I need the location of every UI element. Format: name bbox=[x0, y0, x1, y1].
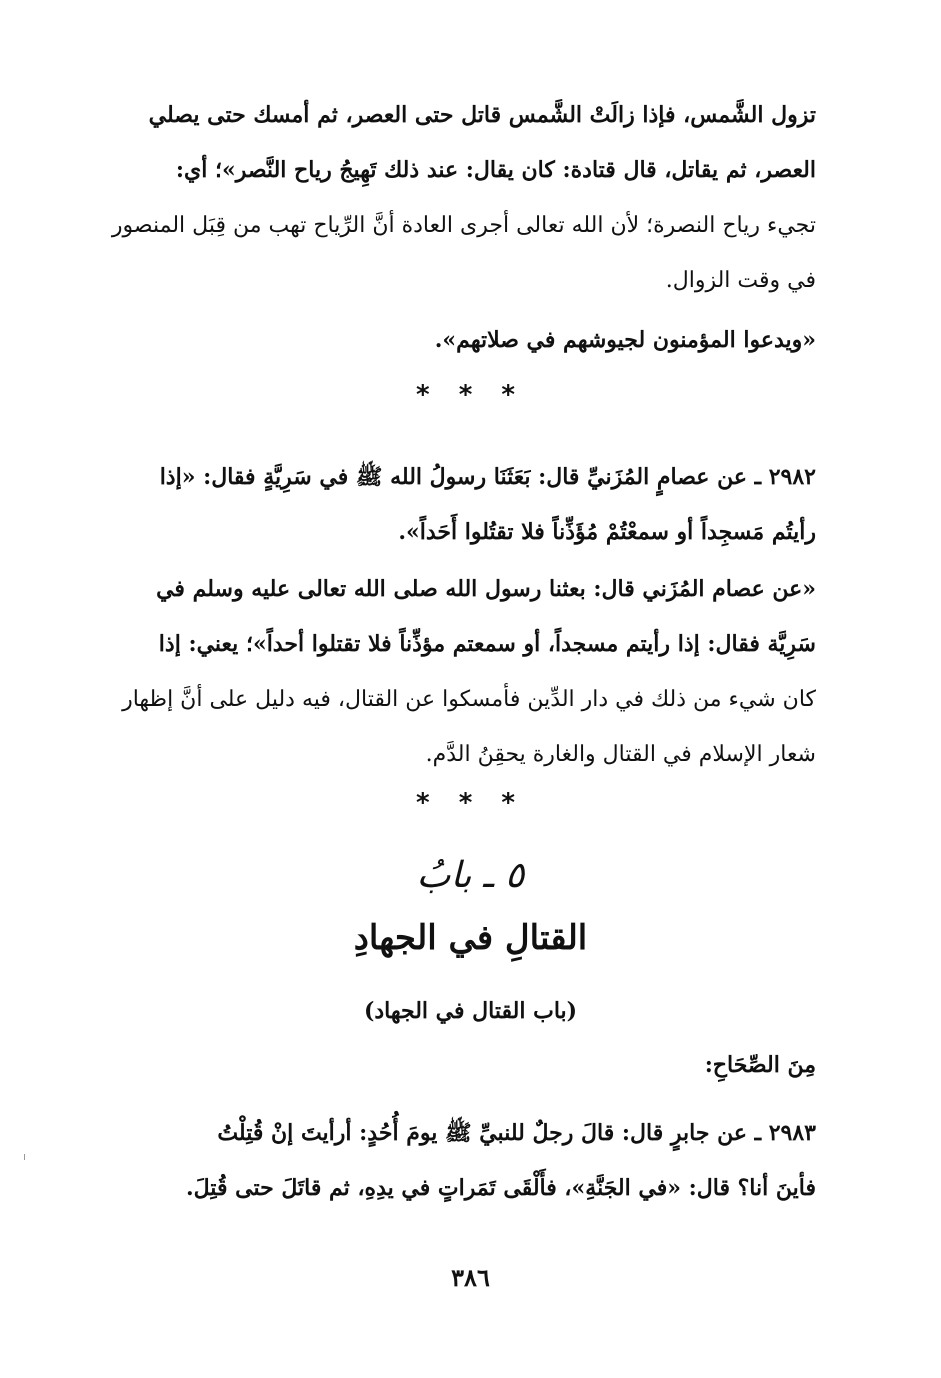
text-line: ٢٩٨٢ ـ عن عصامٍ المُزَنيِّ قال: بَعَثَنَا رسولُ الله ﷺ في سَرِيَّةٍ فقال: «إذا bbox=[159, 464, 816, 490]
text-line: تزول الشَّمس، فإذا زالَتْ الشَّمس قاتل حتى العصر، ثم أمسك حتى يصلي bbox=[148, 102, 816, 128]
text-line: ٢٩٨٣ ـ عن جابرٍ قال: قالَ رجلٌ للنبيِّ ﷺ يومَ أُحُدٍ: أرأيتَ إنْ قُتِلْتُ bbox=[217, 1120, 816, 1146]
chapter-title: القتالِ في الجهادِ bbox=[353, 918, 588, 958]
text-line: سَرِيَّة فقال: إذا رأيتم مسجداً، أو سمعتم مؤذِّناً فلا تقتلوا أحداً»؛ يعني: إذا bbox=[158, 631, 816, 657]
text-line: تجيء رياح النصرة؛ لأن الله تعالى أجرى العادة أنَّ الرِّياح تهب من قِبَل المنصور bbox=[111, 213, 816, 238]
text-line: العصر، ثم يقاتل، قال قتادة: كان يقال: عند ذلك تَهِيجُ رياح النَّصر»؛ أي: bbox=[175, 157, 816, 183]
quote-line: «ويدعوا المؤمنون لجيوشهم في صلاتهم». bbox=[434, 327, 816, 353]
section-label: مِنَ الصِّحَاحِ: bbox=[704, 1052, 816, 1078]
text-line: كان شيء من ذلك في دار الدِّين فأمسكوا عن القتال، فيه دليل على أنَّ إظهار bbox=[122, 687, 816, 712]
commentary-2982 bbox=[104, 562, 816, 782]
text-line: «عن عصام المُزَني قال: بعثنا رسول الله صلى الله تعالى عليه وسلم في bbox=[156, 576, 816, 602]
chapter-number: ٥ ـ بابُ bbox=[416, 855, 525, 896]
text-line: رأيتُم مَسجِداً أو سمعْتُمْ مُؤَذِّناً فلا تقتُلوا أَحَداً». bbox=[398, 519, 816, 545]
hadith-2983 bbox=[104, 1106, 816, 1216]
paragraph-continuation bbox=[104, 88, 816, 308]
text-line: شعار الإسلام في القتال والغارة يحقِنُ الدَّم. bbox=[425, 742, 816, 767]
hadith-2982 bbox=[104, 450, 816, 560]
text-line: فأينَ أنا؟ قال: «في الجَنَّةِ»، فأَلْقَى تَمَراتٍ في يدِهِ، ثم قاتَلَ حتى قُتِلَ. bbox=[185, 1175, 816, 1201]
page-number: ٣٨٦ bbox=[451, 1263, 490, 1292]
text-line: في وقت الزوال. bbox=[665, 268, 816, 293]
separator-stars: * * * bbox=[416, 380, 525, 410]
scan-edge-mark bbox=[24, 1154, 25, 1160]
separator-stars: * * * bbox=[416, 788, 525, 818]
chapter-subtitle: (باب القتال في الجهاد) bbox=[363, 998, 578, 1024]
